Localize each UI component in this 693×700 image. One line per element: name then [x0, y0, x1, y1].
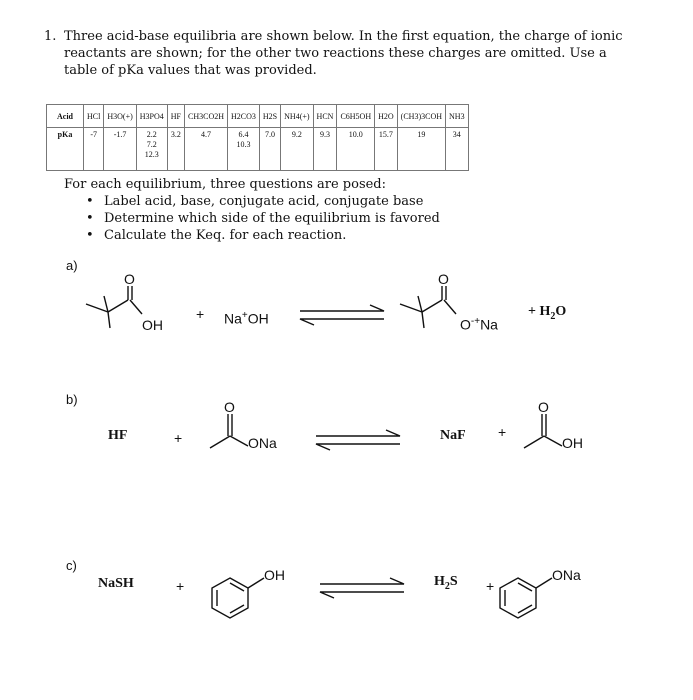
carbonyl-o: O: [438, 271, 449, 287]
pka-value-cell: 2.2 7.2 12.3: [136, 128, 167, 171]
hydrofluoric-acid: HF: [108, 428, 128, 443]
carbonyl-o: O: [538, 399, 549, 415]
plus-sign: +: [498, 424, 507, 440]
pka-table-row-label: pKa: [47, 128, 84, 171]
sodium-phenoxide-structure: [494, 566, 584, 626]
sodium-hydrosulfide: NaSH: [98, 576, 134, 591]
instructions-intro: For each equilibrium, three questions are posed:: [64, 177, 387, 192]
plus-sign: +: [196, 306, 205, 322]
sodium-hydroxide: Na+OH: [224, 310, 269, 327]
pka-table-pka-row: [47, 128, 469, 171]
list-item: • Calculate the Keq. for each reaction.: [86, 227, 440, 244]
phenoxide-ona-label: ONa: [552, 567, 581, 583]
acid-name-cell: HCN: [313, 105, 337, 128]
carboxylate-label: O-+Na: [460, 316, 498, 333]
acetic-acid-structure: [522, 398, 612, 458]
acid-name-cell: H2O: [375, 105, 398, 128]
acetate-ona-label: ONa: [248, 435, 277, 451]
hydroxyl-label: OH: [142, 317, 163, 333]
acid-name-cell: CH3CO2H: [185, 105, 228, 128]
pka-value-cell: 9.3: [313, 128, 337, 171]
sodium-acetate-structure: [208, 398, 298, 458]
equilibrium-arrow: [316, 432, 406, 452]
pka-value-cell: 34: [446, 128, 469, 171]
carbonyl-o: O: [224, 399, 235, 415]
pka-value-cell: -7: [84, 128, 104, 171]
carbonyl-o: O: [124, 271, 135, 287]
pka-value-cell: 3.2: [167, 128, 184, 171]
equilibrium-arrow: [300, 305, 390, 325]
part-c-label: c): [66, 558, 77, 573]
instructions-list: [64, 193, 440, 244]
phenol-structure: [206, 566, 296, 626]
pka-value-cell: 19: [397, 128, 445, 171]
plus-sign: +: [486, 578, 495, 594]
plus-sign: +: [176, 578, 185, 594]
acid-name-cell: HCl: [84, 105, 104, 128]
pka-value-cell: 6.4 10.3: [228, 128, 260, 171]
part-a-label: a): [66, 258, 78, 273]
pka-value-cell: 4.7: [185, 128, 228, 171]
pka-table: [46, 104, 469, 171]
pka-value-cell: 15.7: [375, 128, 398, 171]
acid-name-cell: H3O(+): [104, 105, 136, 128]
acid-name-cell: NH3: [446, 105, 469, 128]
pka-value-cell: 10.0: [337, 128, 375, 171]
acid-name-cell: (CH3)3COH: [397, 105, 445, 128]
list-item: • Label acid, base, conjugate acid, conjugate base: [86, 193, 440, 210]
hydrogen-sulfide: $H_2S$: [434, 574, 458, 592]
pka-value-cell: -1.7: [104, 128, 136, 171]
pka-table-acid-row: [47, 105, 469, 128]
pka-value-cell: 9.2: [281, 128, 313, 171]
acetic-oh-label: OH: [562, 435, 583, 451]
phenol-oh-label: OH: [264, 567, 285, 583]
question-block: [44, 28, 644, 79]
list-item: • Determine which side of the equilibrium is favored: [86, 210, 440, 227]
equilibrium-arrow: [320, 580, 410, 600]
plus-sign: +: [174, 430, 183, 446]
water-product: + $H_2O$: [528, 304, 567, 322]
acid-name-cell: HF: [167, 105, 184, 128]
pka-value-cell: 7.0: [259, 128, 280, 171]
sodium-fluoride: NaF: [440, 428, 466, 443]
part-b-label: b): [66, 392, 78, 407]
acid-name-cell: H2CO3: [228, 105, 260, 128]
pka-table-row-label: Acid: [47, 105, 84, 128]
acid-name-cell: H3PO4: [136, 105, 167, 128]
question-number: 1.: [44, 29, 57, 44]
acid-name-cell: C6H5OH: [337, 105, 375, 128]
instructions: [64, 176, 440, 244]
question-text: Three acid-base equilibria are shown below. In the first equation, the charge of ionic reactants are shown; for the other two reactions these charges are omitted. Use a table of pKa values that was provided.: [64, 29, 623, 78]
acid-name-cell: NH4(+): [281, 105, 313, 128]
pivalic-acid-structure: [84, 271, 194, 338]
acid-name-cell: H2S: [259, 105, 280, 128]
